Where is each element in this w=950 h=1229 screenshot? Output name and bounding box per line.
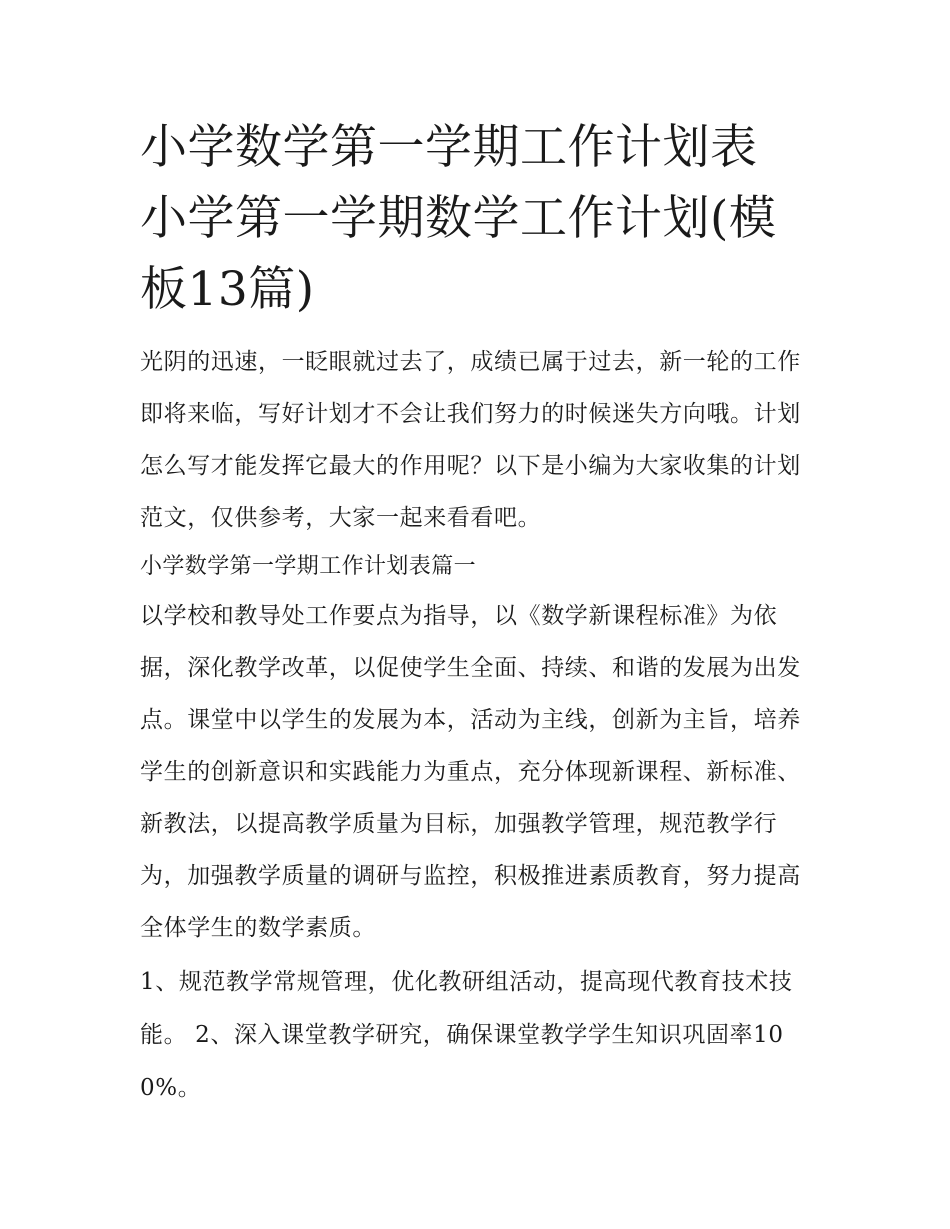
- section-paragraph: 以学校和教导处工作要点为指导，以《数学新课程标准》为依据，深化教学改革，以促使学生全面、持续、和谐的发展为出发点。课堂中以学生的发展为本，活动为主线，创新为主旨，培养学生的创新意识和实践能力为重点，充分体现新课程、新标准、新教法，以提高教学质量为目标，加强教学管理，规范教学行为，加强教学质量的调研与监控，积极推进素质教育，努力提高全体学生的数学素质。: [140, 603, 801, 941]
- intro-paragraph: 光阴的迅速，一眨眼就过去了，成绩已属于过去，新一轮的工作即将来临，写好计划才不会让我们努力的时候迷失方向哦。计划怎么写才能发挥它最大的作用呢？以下是小编为大家收集的计划范文，仅供参考，大家一起来看看吧。: [140, 349, 801, 531]
- document-page: [140, 112, 820, 1115]
- goals-paragraph: 1、规范教学常规管理，优化教研组活动，提高现代教育技术技能。 2、深入课堂教学研究，确保课堂教学学生知识巩固率100%。: [140, 969, 793, 1101]
- document-body: [140, 336, 820, 1115]
- document-title: 小学数学第一学期工作计划表 小学第一学期数学工作计划(模板13篇): [140, 120, 777, 317]
- section-heading: 小学数学第一学期工作计划表篇一: [140, 554, 477, 579]
